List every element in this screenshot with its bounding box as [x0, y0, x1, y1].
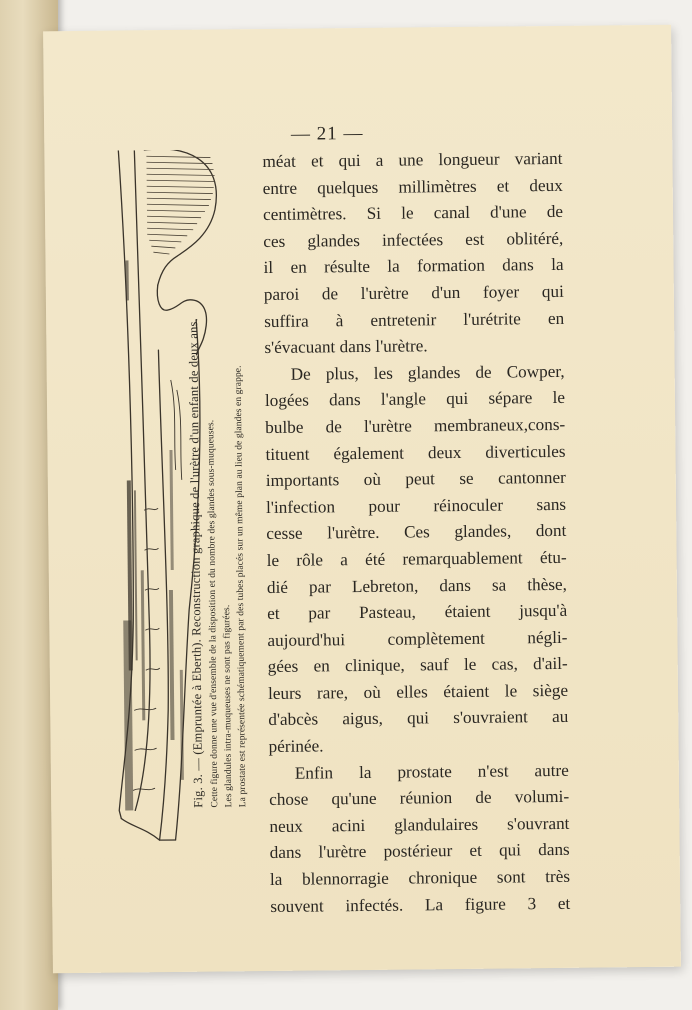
text-line: l'infection pour réinoculer sans — [265, 494, 567, 517]
text-line: aujourd'hui complètement négli- — [267, 627, 568, 650]
page-number: — 21 — — [290, 122, 364, 145]
text-line: tituent également deux diverticules — [265, 441, 566, 464]
text-line: paroi de l'urètre d'un foyer qui — [263, 281, 564, 304]
figure-caption — [182, 187, 258, 808]
text-line: entre quelques millimètres et deux — [262, 175, 563, 198]
text-line: centimètres. Si le canal d'une de — [262, 202, 564, 225]
text-line: périnée. — [268, 736, 324, 757]
caption-line: La prostate est représentée schématiquement par des tubes placés sur un même plan au lieu de glandes en grappe. — [233, 365, 249, 808]
text-line: il en résulte la formation dans la — [263, 255, 564, 278]
text-line: d'abcès aigus, qui s'ouvraient au — [268, 707, 569, 730]
text-line: bulbe de l'urètre membraneux,cons- — [265, 414, 566, 437]
text-line: méat et qui a une longueur variant — [262, 148, 563, 172]
tube-bottom — [121, 818, 175, 841]
text-line: leurs rare, où elles étaient le siège — [267, 680, 569, 703]
text-line: neux acini glandulaires s'ouvrant — [269, 813, 570, 836]
text-line: De plus, les glandes de Cowper, — [290, 361, 565, 384]
text-line: la blennorragie chronique sont très — [269, 866, 571, 890]
caption-line: Cette figure donne une vue d'ensemble de la disposition et du nombre des glandes sous-muqueuses. — [206, 419, 221, 808]
text-line: le rôle a été remarquablement étu- — [266, 547, 567, 570]
text-line: cesse l'urètre. Ces glandes, dont — [266, 521, 567, 544]
text-line: dié par Lebreton, dans sa thèse, — [266, 574, 567, 597]
text-line: et par Pasteau, étaient jusqu'à — [267, 600, 568, 624]
text-line: logées dans l'angle qui sépare le — [264, 388, 566, 411]
gland-markings — [119, 260, 184, 811]
text-line: gées en clinique, sauf le cas, d'ail- — [267, 654, 568, 677]
text-line: souvent infectés. La figure 3 et — [270, 893, 571, 916]
urethra-outline-left — [112, 150, 136, 818]
body-text — [262, 146, 570, 920]
text-line: chose qu'une réunion de volumi- — [269, 787, 570, 810]
text-line: ces glandes infectées est oblitéré, — [263, 228, 564, 251]
text-line: dans l'urètre postérieur et qui dans — [269, 840, 570, 863]
gland-ducts — [129, 380, 185, 791]
text-line: suffira à entretenir l'urétrite en — [264, 308, 565, 331]
tube-right-left-edge — [154, 350, 170, 840]
text-line: s'évacuant dans l'urètre. — [264, 336, 428, 358]
text-line: Enfin la prostate n'est autre — [294, 760, 569, 783]
caption-line: Fig. 3. — (Empruntée à Eberth). Reconstruction graphique de l'urètre d'un enfant de deux ans. — [186, 318, 206, 808]
book-page — [43, 25, 681, 974]
text-line: importants où peut se cantonner — [265, 467, 566, 491]
caption-line: Les glandules intra-muqueuses ne sont pas figurées. — [222, 604, 235, 808]
